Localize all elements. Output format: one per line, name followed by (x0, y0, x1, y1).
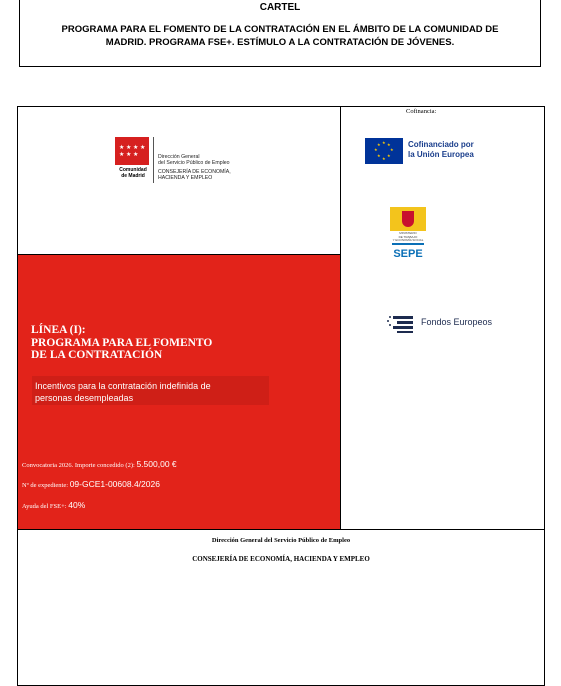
convocatoria-label: Convocatoria 2026. Importe concedido (2): (22, 462, 135, 469)
divider-horizontal-bottom (18, 529, 544, 530)
fondos-europeos-logo (387, 311, 507, 335)
expediente-line (22, 479, 160, 489)
logo-divider (153, 137, 154, 183)
madrid-consejeria-text: CONSEJERÍA DE ECONOMÍA, HACIENDA Y EMPLEO (158, 169, 231, 181)
sepe-logo (388, 207, 428, 265)
divider-vertical (340, 107, 341, 530)
ayuda-value: 40% (68, 500, 86, 510)
comunidad-madrid-logo (115, 137, 245, 183)
spain-shield-icon (390, 207, 426, 231)
madrid-flag-icon: ★ ★ ★ ★ ★ ★ ★ (115, 137, 149, 165)
poster (17, 106, 545, 686)
convocatoria-value: 5.500,00 € (136, 459, 177, 469)
convocatoria-line (22, 459, 177, 469)
header-title: CARTEL (259, 2, 301, 13)
linea-title: LÍNEA (I): PROGRAMA PARA EL FOMENTO DE LA CONTRATACIÓN (31, 324, 213, 361)
madrid-name: Comunidad de Madrid (119, 167, 147, 179)
sepe-ministry-text: MINISTERIO DE TRABAJO Y ECONOMÍA SOCIAL (392, 231, 424, 242)
header-box (19, 0, 541, 67)
madrid-dg-text: Dirección General del Servicio Público de Empleo (158, 154, 230, 166)
fondos-europeos-icon (387, 313, 415, 333)
eu-flag-icon: ★ ★ ★ ★ ★ ★ ★ ★ (365, 138, 403, 164)
expediente-value: 09-GCE1-00608.4/2026 (69, 479, 160, 489)
fondos-europeos-text: Fondos Europeos (421, 317, 493, 327)
red-info-block (18, 255, 340, 529)
header-subtitle: PROGRAMA PARA EL FOMENTO DE LA CONTRATACIÓN EN EL ÁMBITO DE LA COMUNIDAD DE MADRID. PROGRAMA FSE+. ESTÍMULO A LA CONTRATACIÓN DE JÓVENES. (61, 24, 499, 48)
cofinancia-label: Cofinancia: (406, 108, 437, 115)
incentivos-text: Incentivos para la contratación indefinida de personas desempleadas (35, 381, 211, 403)
sepe-text: SEPE (393, 248, 423, 260)
incentivos-box (32, 376, 269, 405)
ayuda-label: Ayuda del FSE+: (22, 503, 67, 510)
sepe-bar (392, 243, 424, 245)
footer-dg: Dirección General del Servicio Público de Empleo (211, 537, 351, 544)
footer-consejeria: CONSEJERÍA DE ECONOMÍA, HACIENDA Y EMPLEO (192, 555, 370, 563)
ayuda-line (22, 500, 85, 510)
expediente-label: Nº de expediente: (22, 482, 69, 489)
eu-text: Cofinanciado por la Unión Europea (408, 140, 474, 159)
eu-logo (365, 138, 485, 166)
